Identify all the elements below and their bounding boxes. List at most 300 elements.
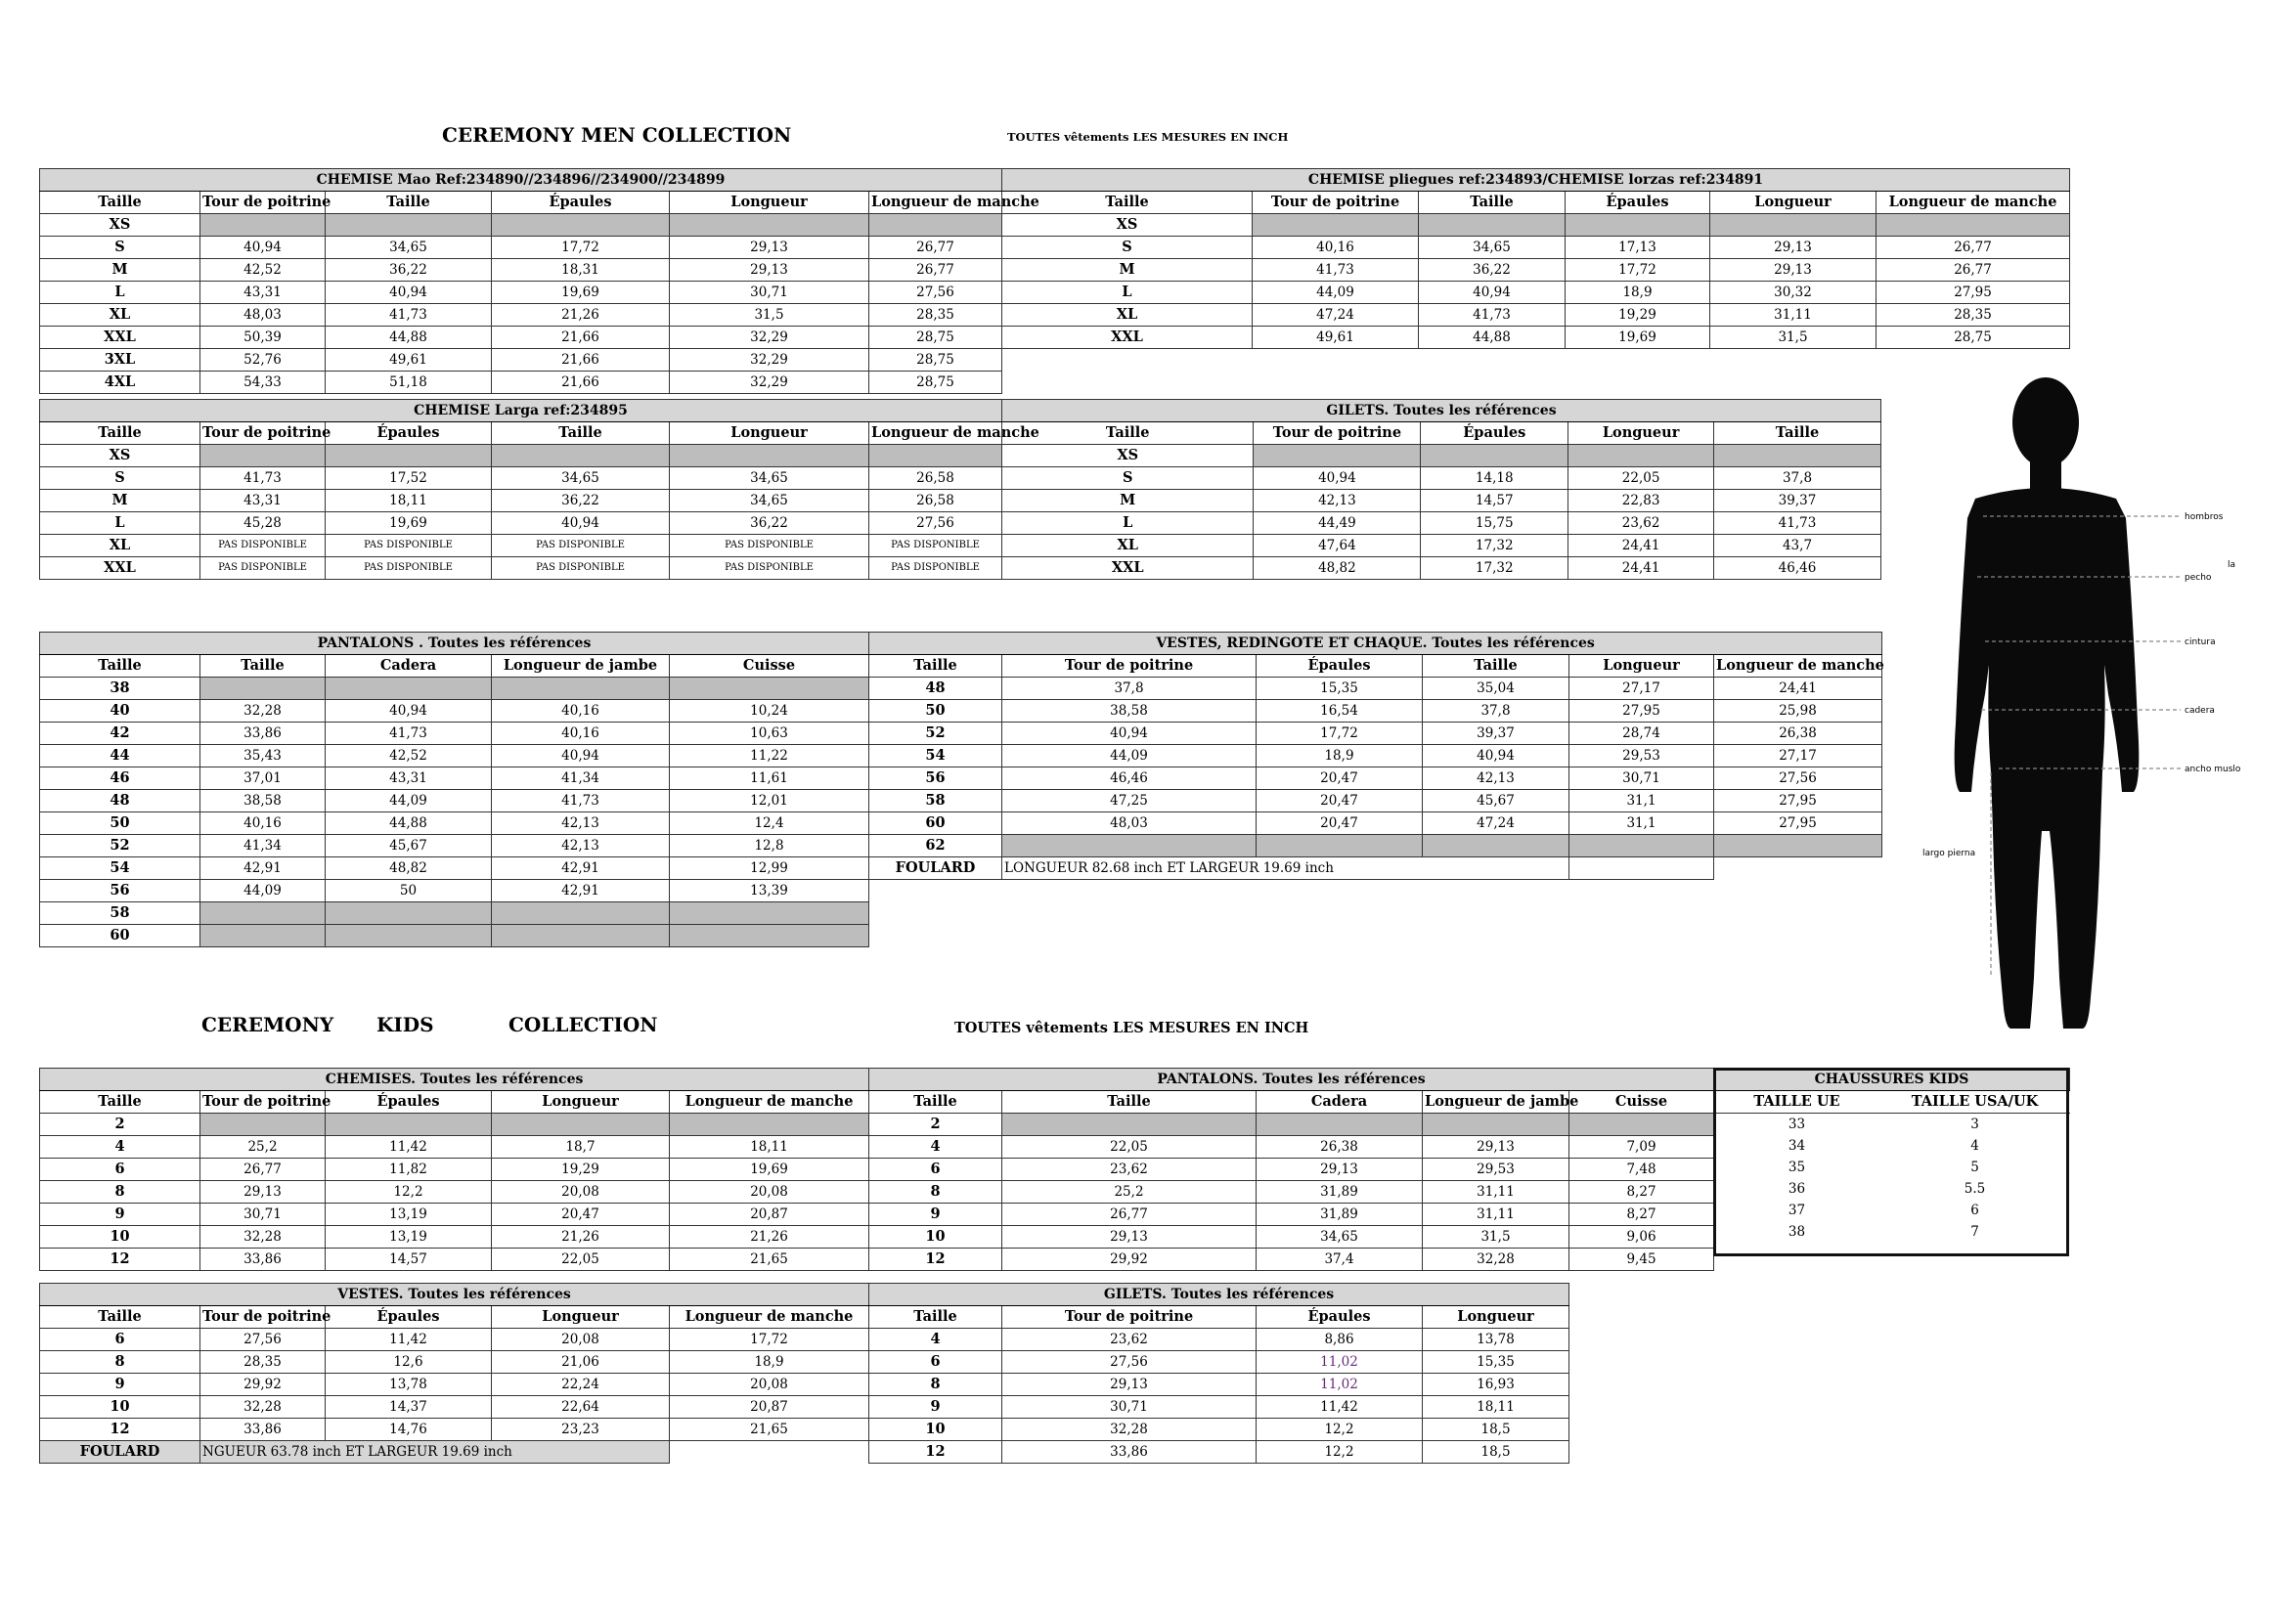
value-cell: 17,13 (1566, 237, 1710, 259)
table-row (1002, 467, 1881, 490)
empty-cell (492, 925, 670, 947)
value-cell: 43,31 (326, 767, 492, 790)
value-cell: 31,5 (1423, 1226, 1569, 1249)
table-row (1002, 327, 2070, 349)
value-cell: 48,03 (200, 304, 326, 327)
empty-cell (869, 214, 1002, 237)
empty-cell (1714, 835, 1882, 857)
column-header: Taille (1419, 192, 1566, 214)
value-cell: 45,28 (200, 512, 326, 535)
value-cell: 35,43 (200, 745, 326, 767)
value-cell: 19,69 (492, 282, 670, 304)
foulard-label: FOULARD (869, 857, 1002, 880)
value-cell: 14,37 (326, 1396, 492, 1419)
value-cell: 18,9 (1566, 282, 1710, 304)
empty-cell (670, 1114, 869, 1136)
column-header: Taille (40, 422, 200, 445)
table-row (869, 1396, 1569, 1419)
value-cell: 17,32 (1421, 535, 1568, 557)
foulard-text: NGUEUR 63.78 inch ET LARGEUR 19.69 inch (200, 1441, 670, 1464)
size-cell: XL (40, 304, 200, 327)
table-row (40, 327, 1002, 349)
table-row (40, 925, 869, 947)
table-row (40, 467, 1002, 490)
table-row (40, 512, 1002, 535)
value-cell: 20,87 (670, 1204, 869, 1226)
size-cell: 54 (869, 745, 1002, 767)
table-row (40, 282, 1002, 304)
value-cell: 37,8 (1423, 700, 1569, 723)
column-header: TAILLE USA/UK (1880, 1091, 2070, 1114)
value-cell: 40,94 (1002, 723, 1257, 745)
table-row (40, 700, 869, 723)
table-row (869, 678, 1882, 700)
kids-title-ceremony: CEREMONY (201, 1013, 334, 1036)
label-pecho: pecho (2185, 573, 2212, 583)
table-row (40, 259, 1002, 282)
table-chaussures-kids (1713, 1068, 2070, 1243)
size-cell: 48 (40, 790, 200, 812)
column-header: Taille (40, 1306, 200, 1329)
size-cell: 12 (40, 1249, 200, 1271)
column-header: Tour de poitrine (1002, 1306, 1257, 1329)
value-cell: 41,73 (326, 723, 492, 745)
size-cell: XS (40, 445, 200, 467)
value-cell: 34,65 (670, 467, 869, 490)
column-header: Épaules (326, 422, 492, 445)
value-cell: 11,42 (1257, 1396, 1423, 1419)
table-row (40, 1329, 869, 1351)
table-row (40, 1419, 869, 1441)
value-cell: 12,8 (670, 835, 869, 857)
size-cell: S (40, 237, 200, 259)
empty-cell (492, 445, 670, 467)
value-cell: 36,22 (492, 490, 670, 512)
size-cell: XS (1002, 214, 1253, 237)
value-cell: 11,61 (670, 767, 869, 790)
value-cell: 29,13 (1710, 259, 1877, 282)
size-cell: XXL (1002, 327, 1253, 349)
empty-cell (670, 902, 869, 925)
table-row (40, 1441, 869, 1464)
value-cell: 42,13 (1254, 490, 1421, 512)
value-cell: 44,09 (1253, 282, 1419, 304)
value-cell: 27,17 (1569, 678, 1714, 700)
value-cell: 13,78 (326, 1374, 492, 1396)
value-cell: 50,39 (200, 327, 326, 349)
size-cell: 6 (869, 1351, 1002, 1374)
size-cell: M (40, 259, 200, 282)
value-cell: 52,76 (200, 349, 326, 372)
table-row (869, 1181, 1714, 1204)
table-row (1714, 1157, 2070, 1178)
kids-measure-note: TOUTES vêtements LES MESURES EN INCH (954, 1020, 1309, 1036)
value-cell: 41,73 (200, 467, 326, 490)
size-cell: L (1002, 282, 1253, 304)
table-row (40, 1351, 869, 1374)
value-cell: 25,98 (1714, 700, 1882, 723)
table-row (869, 1226, 1714, 1249)
table-row (40, 237, 1002, 259)
value-cell: 27,95 (1877, 282, 2070, 304)
empty-cell (670, 1441, 869, 1464)
size-cell: 10 (40, 1226, 200, 1249)
column-header: Taille (1002, 1091, 1257, 1114)
table-row (40, 1181, 869, 1204)
table-row (869, 1204, 1714, 1226)
table-row (40, 557, 1002, 580)
column-header: TAILLE UE (1714, 1091, 1880, 1114)
column-header: Tour de poitrine (1253, 192, 1419, 214)
value-cell: 17,32 (1421, 557, 1568, 580)
value-cell: 27,95 (1569, 700, 1714, 723)
value-cell: 31,89 (1257, 1204, 1423, 1226)
empty-cell (200, 925, 326, 947)
value-cell: 18,9 (1257, 745, 1423, 767)
value-cell: 32,28 (1423, 1249, 1569, 1271)
value-cell: 29,13 (1423, 1136, 1569, 1159)
table-row (40, 1374, 869, 1396)
value-cell: 21,65 (670, 1419, 869, 1441)
value-cell: 47,24 (1253, 304, 1419, 327)
value-cell: PAS DISPONIBLE (869, 535, 1002, 557)
value-cell: 29,53 (1569, 745, 1714, 767)
foulard-label: FOULARD (40, 1441, 200, 1464)
value-cell: 17,72 (1566, 259, 1710, 282)
empty-cell (326, 925, 492, 947)
column-header: Taille (1002, 192, 1253, 214)
value-cell: 30,71 (670, 282, 869, 304)
value-cell: 20,47 (1257, 790, 1423, 812)
value-cell: 43,31 (200, 282, 326, 304)
value-cell: 19,69 (1566, 327, 1710, 349)
value-cell: 47,24 (1423, 812, 1569, 835)
value-cell: 20,47 (492, 1204, 670, 1226)
value-cell: 22,05 (1568, 467, 1714, 490)
body-measurement-figure (1917, 372, 2269, 1046)
table-title: GILETS. Toutes les références (1002, 400, 1881, 422)
value-cell: 29,13 (670, 237, 869, 259)
size-cell: 52 (869, 723, 1002, 745)
value-cell: 28,35 (200, 1351, 326, 1374)
empty-cell (492, 902, 670, 925)
empty-cell (492, 214, 670, 237)
table-row (40, 349, 1002, 372)
size-cell: 8 (40, 1351, 200, 1374)
column-header: Cadera (326, 655, 492, 678)
value-cell: 8,86 (1257, 1329, 1423, 1351)
value-cell: 17,72 (492, 237, 670, 259)
table-row (869, 1351, 1569, 1374)
value-cell: 41,73 (326, 304, 492, 327)
value-cell: 51,18 (326, 372, 492, 394)
value-cell: 43,7 (1714, 535, 1881, 557)
label-ancho-muslo: ancho muslo (2185, 765, 2241, 774)
value-cell: 40,94 (326, 700, 492, 723)
value-cell: 20,08 (492, 1329, 670, 1351)
value-cell: 32,29 (670, 372, 869, 394)
value-cell: 46,46 (1714, 557, 1881, 580)
value-cell: 33,86 (200, 1249, 326, 1271)
value-cell: 31,1 (1569, 812, 1714, 835)
value-cell: 21,66 (492, 327, 670, 349)
value-cell: 22,05 (1002, 1136, 1257, 1159)
empty-cell (670, 678, 869, 700)
value-cell: 21,26 (492, 304, 670, 327)
value-cell: 36,22 (1419, 259, 1566, 282)
value-cell: 31,11 (1423, 1181, 1569, 1204)
value-cell: 19,29 (492, 1159, 670, 1181)
value-cell: 37,8 (1002, 678, 1257, 700)
value-cell: 13,78 (1423, 1329, 1569, 1351)
column-header: Taille (869, 655, 1002, 678)
value-cell: 12,99 (670, 857, 869, 880)
table-title: GILETS. Toutes les références (869, 1284, 1569, 1306)
empty-cell (200, 678, 326, 700)
value-cell: 31,89 (1257, 1181, 1423, 1204)
size-cell: XXL (1002, 557, 1254, 580)
empty-cell (1569, 835, 1714, 857)
value-cell: 50 (326, 880, 492, 902)
column-header: Longueur (492, 1306, 670, 1329)
table-row (1002, 535, 1881, 557)
value-cell: 48,03 (1002, 812, 1257, 835)
table-row (1002, 490, 1881, 512)
table-row (40, 535, 1002, 557)
column-header: Tour de poitrine (1002, 655, 1257, 678)
size-cell: 6 (40, 1329, 200, 1351)
value-cell: 26,77 (1877, 237, 2070, 259)
value-cell: 14,76 (326, 1419, 492, 1441)
value-cell: 37,4 (1257, 1249, 1423, 1271)
column-header: Tour de poitrine (200, 422, 326, 445)
size-cell: XXL (40, 327, 200, 349)
value-cell: 40,94 (492, 745, 670, 767)
empty-cell (1714, 445, 1881, 467)
empty-cell (1569, 857, 1714, 880)
table-chemise-mao (39, 168, 1039, 394)
size-cell: 48 (869, 678, 1002, 700)
value-cell: 18,5 (1423, 1441, 1569, 1464)
value-cell: 17,72 (1257, 723, 1423, 745)
value-cell: PAS DISPONIBLE (200, 557, 326, 580)
value-cell: 44,88 (326, 327, 492, 349)
table-row (869, 1329, 1569, 1351)
value-cell: 41,73 (492, 790, 670, 812)
value-cell: 27,17 (1714, 745, 1882, 767)
value-cell: 16,93 (1423, 1374, 1569, 1396)
size-cell: L (1002, 512, 1254, 535)
side-mark: la (2228, 560, 2236, 570)
value-cell: 28,35 (869, 304, 1002, 327)
value-cell: 28,75 (869, 349, 1002, 372)
value-cell: 33,86 (200, 723, 326, 745)
value-cell: 10,63 (670, 723, 869, 745)
size-cell: 56 (869, 767, 1002, 790)
size-cell: 4 (869, 1329, 1002, 1351)
size-cell: 62 (869, 835, 1002, 857)
value-cell: 26,58 (869, 467, 1002, 490)
value-cell: 19,69 (670, 1159, 869, 1181)
empty-cell (1254, 445, 1421, 467)
value-cell: 40,16 (200, 812, 326, 835)
value-cell: 36,22 (326, 259, 492, 282)
column-header: Longueur de manche (670, 1091, 869, 1114)
value-cell: 40,94 (1254, 467, 1421, 490)
column-header: Taille (1423, 655, 1569, 678)
table-row (869, 1441, 1569, 1464)
value-cell: 34,65 (326, 237, 492, 259)
value-cell: 27,56 (1002, 1351, 1257, 1374)
empty-cell (200, 445, 326, 467)
value-cell: 18,11 (326, 490, 492, 512)
value-cell: 25,2 (1002, 1181, 1257, 1204)
value-cell: 7,09 (1569, 1136, 1714, 1159)
value-cell: 24,41 (1568, 557, 1714, 580)
table-row (40, 857, 869, 880)
value-cell: 24,41 (1568, 535, 1714, 557)
value-cell: 45,67 (1423, 790, 1569, 812)
table-row (1002, 259, 2070, 282)
value-cell: 28,75 (869, 327, 1002, 349)
value-cell: 14,57 (326, 1249, 492, 1271)
value-cell: 29,13 (1002, 1374, 1257, 1396)
table-row (869, 700, 1882, 723)
size-cell: XL (40, 535, 200, 557)
value-cell: PAS DISPONIBLE (200, 535, 326, 557)
kids-title-collection: COLLECTION (508, 1013, 658, 1036)
column-header: Taille (40, 655, 200, 678)
label-cadera: cadera (2185, 706, 2215, 716)
value-cell: 6 (1970, 1203, 1979, 1218)
size-cell: 4 (869, 1136, 1002, 1159)
value-cell: 47,25 (1002, 790, 1257, 812)
table-row (1714, 1178, 2070, 1200)
table-row (1714, 1200, 2070, 1221)
size-cell: 4 (40, 1136, 200, 1159)
size-cell: 58 (869, 790, 1002, 812)
size-cell: 46 (40, 767, 200, 790)
value-cell: 18,31 (492, 259, 670, 282)
empty-cell (326, 678, 492, 700)
value-cell: PAS DISPONIBLE (326, 535, 492, 557)
table-title: CHEMISE pliegues ref:234893/CHEMISE lorzas ref:234891 (1002, 169, 2070, 192)
table-title: VESTES. Toutes les références (40, 1284, 869, 1306)
table-row (1002, 445, 1881, 467)
empty-cell (326, 214, 492, 237)
value-cell: 23,62 (1002, 1329, 1257, 1351)
size-cell: L (40, 282, 200, 304)
value-cell: 44,88 (1419, 327, 1566, 349)
value-cell: 26,77 (869, 259, 1002, 282)
column-header: Longueur de manche (1714, 655, 1882, 678)
value-cell: PAS DISPONIBLE (670, 557, 869, 580)
value-cell: 33,86 (200, 1419, 326, 1441)
empty-cell (670, 214, 869, 237)
empty-cell (1568, 445, 1714, 467)
value-cell: 42,13 (1423, 767, 1569, 790)
table-title: CHEMISE Larga ref:234895 (40, 400, 1002, 422)
table-row (869, 1136, 1714, 1159)
column-header: Longueur de manche (869, 192, 1002, 214)
size-cell: 8 (869, 1181, 1002, 1204)
value-cell: 4 (1970, 1138, 1979, 1154)
column-header: Taille (869, 1091, 1002, 1114)
value-cell: 46,46 (1002, 767, 1257, 790)
column-header: Tour de poitrine (1254, 422, 1421, 445)
value-cell: 11,02 (1257, 1374, 1423, 1396)
value-cell: 32,28 (200, 1226, 326, 1249)
size-cell: L (40, 512, 200, 535)
value-cell: 24,41 (1714, 678, 1882, 700)
foulard-text: LONGUEUR 82.68 inch ET LARGEUR 19.69 inch (1002, 857, 1569, 880)
value-cell: 16,54 (1257, 700, 1423, 723)
table-vestes-men (868, 632, 1882, 880)
empty-cell (1257, 1114, 1423, 1136)
value-cell: 15,35 (1257, 678, 1423, 700)
value-cell: 22,64 (492, 1396, 670, 1419)
value-cell: 28,35 (1877, 304, 2070, 327)
table-row (40, 902, 869, 925)
size-cell: 9 (40, 1374, 200, 1396)
value-cell: 21,26 (670, 1226, 869, 1249)
table-vestes-kids (39, 1283, 869, 1464)
value-cell: 18,7 (492, 1136, 670, 1159)
empty-cell (670, 445, 869, 467)
empty-cell (200, 214, 326, 237)
value-cell: 29,13 (670, 259, 869, 282)
table-row (1002, 557, 1881, 580)
empty-cell (1421, 445, 1568, 467)
value-cell: 32,29 (670, 349, 869, 372)
value-cell: 34,65 (1419, 237, 1566, 259)
value-cell: 28,74 (1569, 723, 1714, 745)
table-row (1714, 1114, 2070, 1136)
table-row (40, 490, 1002, 512)
value-cell: 22,83 (1568, 490, 1714, 512)
value-cell: 7 (1970, 1224, 1979, 1240)
column-header: Longueur de manche (670, 1306, 869, 1329)
size-cell: S (1002, 467, 1254, 490)
value-cell: 41,34 (492, 767, 670, 790)
value-cell: 36,22 (670, 512, 869, 535)
table-row (869, 723, 1882, 745)
value-cell: 22,05 (492, 1249, 670, 1271)
value-cell: 11,82 (326, 1159, 492, 1181)
empty-cell (200, 902, 326, 925)
empty-cell (1566, 214, 1710, 237)
value-cell: 26,38 (1257, 1136, 1423, 1159)
value-cell: 18,11 (670, 1136, 869, 1159)
value-cell: 29,13 (1002, 1226, 1257, 1249)
value-cell: PAS DISPONIBLE (492, 535, 670, 557)
value-cell: 20,08 (492, 1181, 670, 1204)
empty-cell (1423, 835, 1569, 857)
value-cell: 26,77 (1002, 1204, 1257, 1226)
value-cell: 29,53 (1423, 1159, 1569, 1181)
value-cell: 31,1 (1569, 790, 1714, 812)
value-cell: 5 (1970, 1160, 1979, 1175)
value-cell: PAS DISPONIBLE (326, 557, 492, 580)
size-cell: 60 (869, 812, 1002, 835)
value-cell: 13,39 (670, 880, 869, 902)
kids-title-kids: KIDS (376, 1013, 434, 1036)
column-header: Tour de poitrine (200, 192, 326, 214)
value-cell: 19,69 (326, 512, 492, 535)
table-gilets-men (1001, 399, 1881, 580)
value-cell: 23,23 (492, 1419, 670, 1441)
value-cell: 54,33 (200, 372, 326, 394)
